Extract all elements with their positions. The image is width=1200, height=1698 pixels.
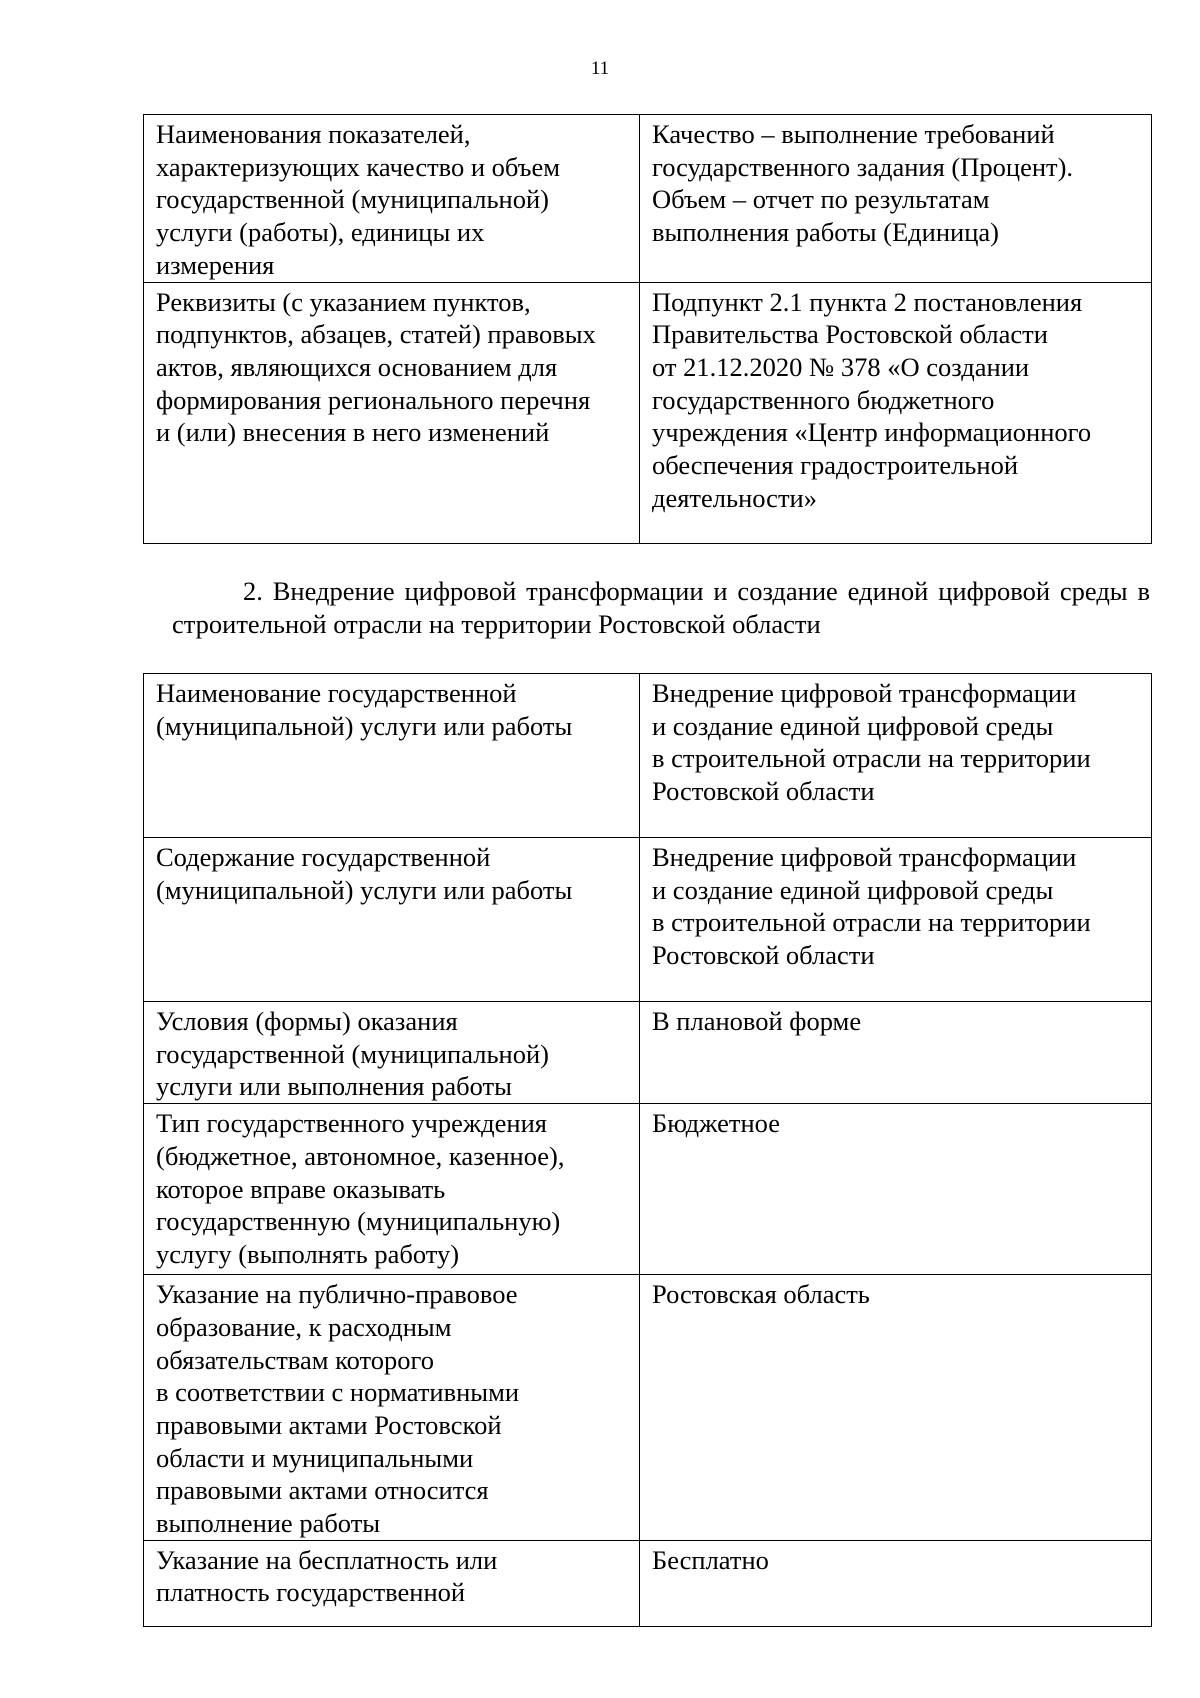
service-conditions-value-cell: В плановой форме [640, 1002, 1152, 1104]
indicators-value-cell: Качество – выполнение требований государственного задания (Процент). Объем – отчет по результатам выполнения работы (Единица) [640, 115, 1152, 283]
institution-type-label-cell: Тип государственного учреждения (бюджетное, автономное, казенное), которое вправе оказывать государственную (муниципальную) услугу (выполнять работу) [144, 1104, 640, 1275]
service-name-value-cell: Внедрение цифровой трансформации и создание единой цифровой среды в строительной отрасли на территории Ростовской области [640, 674, 1152, 838]
legal-acts-value-cell: Подпункт 2.1 пункта 2 постановления Правительства Ростовской области от 21.12.2020 № 378 «О создании государственного бюджетного учреждения «Центр информационного обеспечения градостроительной деятельности» [640, 282, 1152, 543]
table-row [144, 1275, 1152, 1541]
table-row [144, 1540, 1152, 1626]
section-heading: 2. Внедрение цифровой трансформации и создание единой цифровой среды в строительной отрасли на территории Ростовской области [172, 576, 1150, 639]
public-entity-label-cell: Указание на публично-правовое образование, к расходным обязательствам которого в соответствии с нормативными правовыми актами Ростовской области и муниципальными правовыми актами относится выполнение работы [144, 1275, 640, 1541]
table-row [144, 838, 1152, 1002]
service-content-label-cell: Содержание государственной (муниципальной) услуги или работы [144, 838, 640, 1002]
table-row [144, 282, 1152, 543]
institution-type-value-cell: Бюджетное [640, 1104, 1152, 1275]
service-name-label-cell: Наименование государственной (муниципальной) услуги или работы [144, 674, 640, 838]
table-row [144, 1104, 1152, 1275]
fee-label-cell: Указание на бесплатность или платность государственной [144, 1540, 640, 1626]
public-entity-value-cell: Ростовская область [640, 1275, 1152, 1541]
requisites-table [143, 114, 1152, 544]
legal-acts-label-cell: Реквизиты (с указанием пунктов, подпунктов, абзацев, статей) правовых актов, являющихся основанием для формирования регионального перечня и (или) внесения в него изменений [144, 282, 640, 543]
fee-value-cell: Бесплатно [640, 1540, 1152, 1626]
table-row [144, 674, 1152, 838]
indicators-label-cell: Наименования показателей, характеризующих качество и объем государственной (муниципальной) услуги (работы), единицы их измерения [144, 115, 640, 283]
service-content-value-cell: Внедрение цифровой трансформации и создание единой цифровой среды в строительной отрасли на территории Ростовской области [640, 838, 1152, 1002]
table-row [144, 1002, 1152, 1104]
page-number: 11 [590, 58, 610, 79]
table-row [144, 115, 1152, 283]
service-table [143, 673, 1152, 1627]
service-conditions-label-cell: Условия (формы) оказания государственной (муниципальной) услуги или выполнения работы [144, 1002, 640, 1104]
